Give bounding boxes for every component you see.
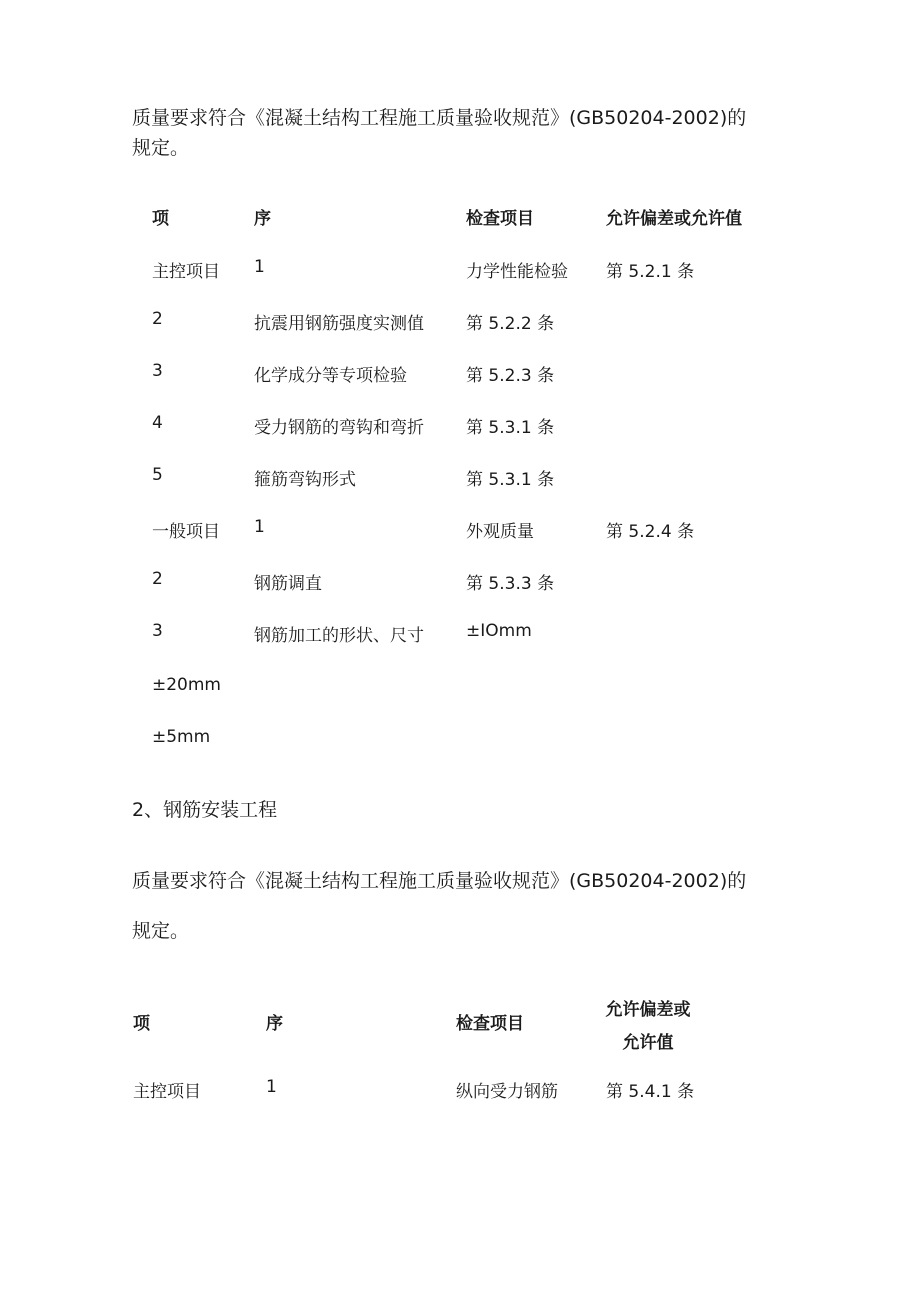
- table1-row5-col2: 外观质量: [466, 522, 534, 542]
- table2-header-item: 项: [133, 1014, 150, 1034]
- table1-row6-col0: 2: [152, 569, 163, 589]
- table1-row1-col0: 2: [152, 309, 163, 329]
- table1-row5-col3: 第 5.2.4 条: [606, 522, 695, 542]
- table1-row6-col2: 第 5.3.3 条: [466, 574, 555, 594]
- table2-header-check-item: 检查项目: [456, 1014, 524, 1034]
- table1-row4-col2: 第 5.3.1 条: [466, 470, 555, 490]
- table1-row7-col0: 3: [152, 621, 163, 641]
- table1-header-seq: 序: [254, 209, 271, 229]
- table1-row0-col1: 1: [254, 257, 265, 277]
- table2-row0-col3: 第 5.4.1 条: [606, 1082, 695, 1102]
- table1-row0-col2: 力学性能检验: [466, 262, 568, 282]
- table2-row0-col1: 1: [266, 1077, 277, 1097]
- table1-row3-col1: 受力钢筋的弯钩和弯折: [254, 418, 424, 438]
- section1-intro-line2: 规定。: [132, 137, 190, 159]
- table1-row7-col2: ±IOmm: [466, 621, 532, 641]
- table2-header-seq: 序: [266, 1014, 283, 1034]
- table1-row2-col1: 化学成分等专项检验: [254, 366, 407, 386]
- table2-header-tolerance-line1: 允许偏差或: [605, 1000, 691, 1020]
- table2-row0-col0: 主控项目: [133, 1082, 201, 1102]
- section2-heading: 2、钢筋安装工程: [132, 799, 278, 821]
- table1-row1-col1: 抗震用钢筋强度实测值: [254, 314, 424, 334]
- table1-row2-col2: 第 5.2.3 条: [466, 366, 555, 386]
- table1-row3-col2: 第 5.3.1 条: [466, 418, 555, 438]
- table1-header-tolerance: 允许偏差或允许值: [606, 209, 742, 229]
- table2-row0-col2: 纵向受力钢筋: [456, 1082, 558, 1102]
- table1-row2-col0: 3: [152, 361, 163, 381]
- table1-row4-col1: 箍筋弯钩形式: [254, 470, 356, 490]
- table1-row6-col1: 钢筋调直: [254, 574, 322, 594]
- table1-row0-col3: 第 5.2.1 条: [606, 262, 695, 282]
- table1-row1-col2: 第 5.2.2 条: [466, 314, 555, 334]
- table1-row9-col0: ±5mm: [152, 727, 211, 747]
- table1-row8-col0: ±20mm: [152, 675, 221, 695]
- table1-row5-col0: 一般项目: [152, 522, 220, 542]
- table1-row3-col0: 4: [152, 413, 163, 433]
- table1-header-item: 项: [152, 209, 169, 229]
- section1-intro-line1: 质量要求符合《混凝土结构工程施工质量验收规范》(GB50204-2002)的: [132, 107, 747, 129]
- table1-header-check-item: 检查项目: [466, 209, 534, 229]
- section2-intro-line2: 规定。: [132, 920, 190, 942]
- section2-intro-line1: 质量要求符合《混凝土结构工程施工质量验收规范》(GB50204-2002)的: [132, 870, 747, 892]
- table2-header-tolerance-line2: 允许值: [622, 1033, 674, 1053]
- table1-row5-col1: 1: [254, 517, 265, 537]
- table1-row0-col0: 主控项目: [152, 262, 220, 282]
- table1-row7-col1: 钢筋加工的形状、尺寸: [254, 626, 424, 646]
- table1-row4-col0: 5: [152, 465, 163, 485]
